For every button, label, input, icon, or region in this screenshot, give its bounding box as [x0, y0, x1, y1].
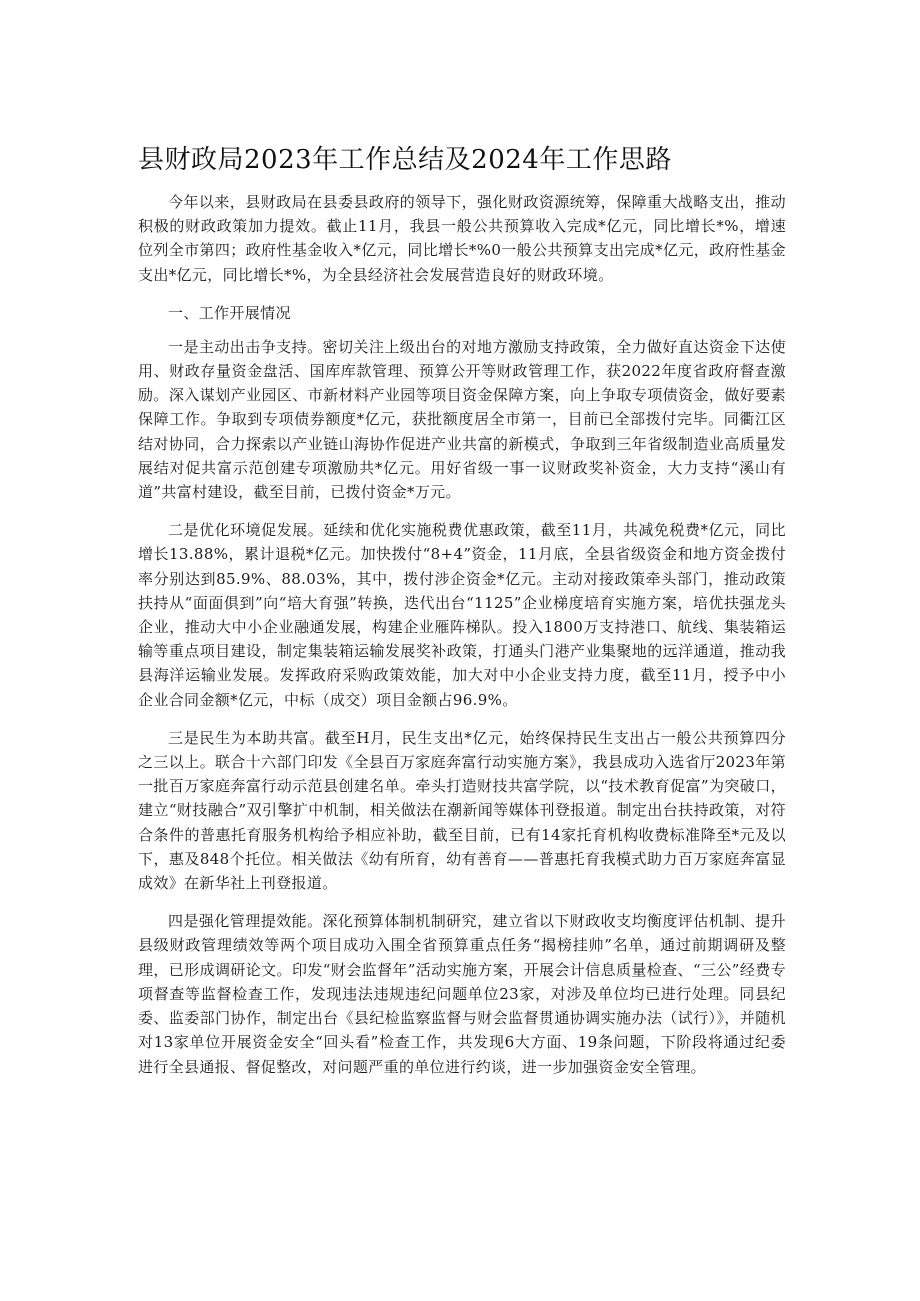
document-page — [138, 140, 786, 1093]
intro-paragraph: 今年以来，县财政局在县委县政府的领导下，强化财政资源统筹，保障重大战略支出，推动积极的财政政策加力提效。截止11月，我县一般公共预算收入完成*亿元，同比增长*%，增速位列全市第四；政府性基金收入*亿元，同比增长*%0一般公共预算支出完成*亿元，政府性基金支出*亿元，同比增长*%，为全县经济社会发展营造良好的财政环境。 — [138, 193, 786, 284]
paragraph-optimize-environment: 二是优化环境促发展。延续和优化实施税费优惠政策，截至11月，共减免税费*亿元，同比增长13.88%，累计退税*亿元。加快拨付“8+4”资金，11月底，全县省级资金和地方资金拨付率分别达到85.9%、88.03%，其中，拨付涉企资金*亿元。主动对接政策牵头部门，推动政策扶持从“面面俱到”向“培大育强”转换，迭代出台“1125”企业梯度培育实施方案，培优扶强龙头企业，推动大中小企业融通发展，构建企业雁阵梯队。投入1800万支持港口、航线、集装箱运输等重点项目建设，制定集装箱运输发展奖补政策，打通头门港产业集聚地的远洋通道，推动我县海洋运输业发展。发挥政府采购政策效能，加大对中小企业支持力度，截至11月，授予中小企业合同金额*亿元，中标（成交）项目金额占96.9%。 — [138, 521, 786, 709]
paragraph-livelihood: 三是民生为本助共富。截至H月，民生支出*亿元，始终保持民生支出占一般公共预算四分之三以上。联合十六部门印发《全县百万家庭奔富行动实施方案》，我县成功入选省厅2023年第一批百万家庭奔富行动示范县创建名单。牵头打造财技共富学院，以“技术教育促富”为突破口，建立“财技融合”双引擎扩中机制，相关做法在潮新闻等媒体刊登报道。制定出台扶持政策，对符合条件的普惠托育服务机构给予相应补助，截至目前，已有14家托育机构收费标准降至*元及以下，惠及848个托位。相关做法《幼有所育，幼有善育——普惠托育我模式助力百万家庭奔富显成效》在新华社上刊登报道。 — [138, 728, 786, 893]
paragraph-seek-support: 一是主动出击争支持。密切关注上级出台的对地方激励支持政策，全力做好直达资金下达使用、财政存量资金盘活、国库库款管理、预算公开等财政管理工作，获2022年度省政府督查激励。深入谋划产业园区、市新材料产业园等项目资金保障方案，向上争取专项债资金，做好要素保障工作。争取到专项债券额度*亿元，获批额度居全市第一，目前已全部拨付完毕。同衢江区结对协同，合力探索以产业链山海协作促进产业共富的新模式，争取到三年省级制造业高质量发展结对促共富示范创建专项激励共*亿元。用好省级一事一议财政奖补资金，大力支持“溪山有道”共富村建设，截至目前，已拨付资金*万元。 — [138, 337, 786, 502]
paragraph-strengthen-management: 四是强化管理提效能。深化预算体制机制研究，建立省以下财政收支均衡度评估机制、提升县级财政管理绩效等两个项目成功入围全省预算重点任务“揭榜挂帅”名单，通过前期调研及整理，已形成调研论文。印发“财会监督年”活动实施方案，开展会计信息质量检查、“三公”经费专项督查等监督检查工作，发现违法违规违纪问题单位23家，对涉及单位均已进行处理。同县纪委、监委部门协作，制定出台《县纪检监察监督与财会监督贯通协调实施办法（试行）》，并随机对13家单位开展资金安全“回头看”检查工作，共发现6大方面、19条问题，下阶段将通过纪委进行全县通报、督促整改，对问题严重的单位进行约谈，进一步加强资金安全管理。 — [138, 912, 786, 1076]
document-title: 县财政局2023年工作总结及2024年工作思路 — [138, 145, 672, 175]
section-heading-work-progress: 一、工作开展情况 — [168, 303, 291, 322]
